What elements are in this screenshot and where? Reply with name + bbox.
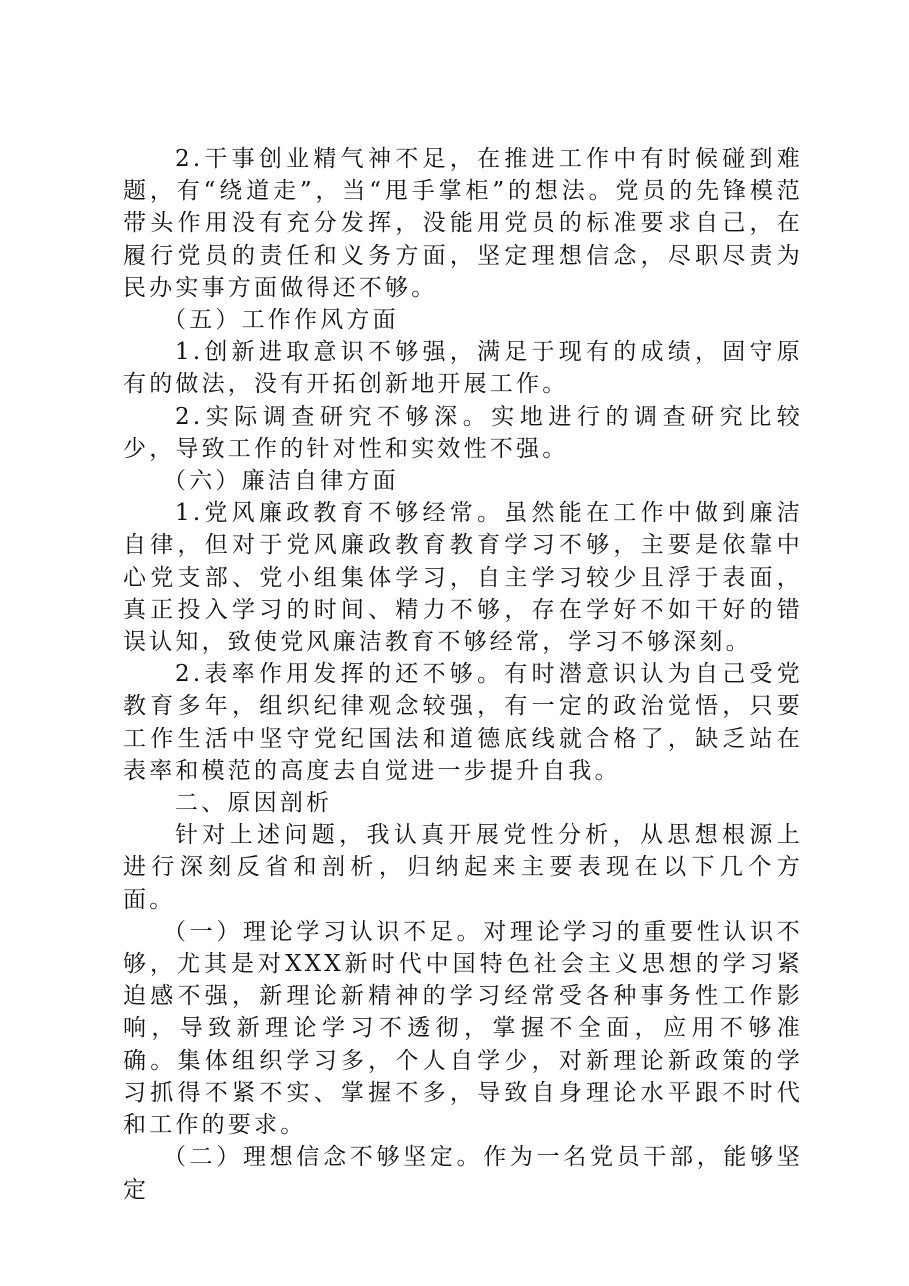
document-body (123, 143, 803, 1206)
section-heading-work-style: （五）工作作风方面 (163, 307, 399, 334)
paragraph-integrity-education: 1.党风廉政教育不够经常。虽然能在工作中做到廉洁自律，但对于党风廉政教育教育学习不够，主要是依靠中心党支部、党小组集体学习，自主学习较少且浮于表面，真正投入学习的时间、精力不够，存在学好不如干好的错误认知，致使党风廉洁教育不够经常，学习不够深刻。 (123, 500, 803, 656)
paragraph-ideals-belief: （二）理想信念不够坚定。作为一名党员干部，能够坚定 (123, 1144, 803, 1203)
paragraph-theory-study: （一）理论学习认识不足。对理论学习的重要性认识不够，尤其是对XXX新时代中国特色社会主义思想的学习紧迫感不强，新理论新精神的学习经常受各种事务性工作影响，导致新理论学习不透彻，掌握不全面，应用不够准确。集体组织学习多，个人自学少，对新理论新政策的学习抓得不紧不实、掌握不多，导致自身理论水平跟不时代和工作的要求。 (123, 918, 803, 1139)
paragraph-exemplary-role: 2.表率作用发挥的还不够。有时潜意识认为自己受党教育多年，组织纪律观念较强，有一定的政治觉悟，只要工作生活中坚守党纪国法和道德底线就合格了，缺乏站在表率和模范的高度去自觉进一步提升自我。 (123, 661, 803, 784)
paragraph-innovation: 1.创新进取意识不够强，满足于现有的成绩，固守原有的做法，没有开拓创新地开展工作。 (123, 339, 803, 398)
paragraph-spirit: 2.干事创业精气神不足，在推进工作中有时候碰到难题，有“绕道走”，当“甩手掌柜”的想法。党员的先锋模范带头作用没有充分发挥，没能用党员的标准要求自己，在履行党员的责任和义务方面，坚定理想信念，尽职尽责为民办实事方面做得还不够。 (123, 146, 803, 301)
section-heading-cause-analysis: 二、原因剖析 (175, 790, 333, 817)
paragraph-analysis-intro: 针对上述问题，我认真开展党性分析，从思想根源上进行深刻反省和剖析，归纳起来主要表现在以下几个方面。 (123, 822, 803, 913)
paragraph-research: 2.实际调查研究不够深。实地进行的调查研究比较少，导致工作的针对性和实效性不强。 (123, 403, 803, 462)
section-heading-integrity: （六）廉洁自律方面 (163, 468, 399, 495)
